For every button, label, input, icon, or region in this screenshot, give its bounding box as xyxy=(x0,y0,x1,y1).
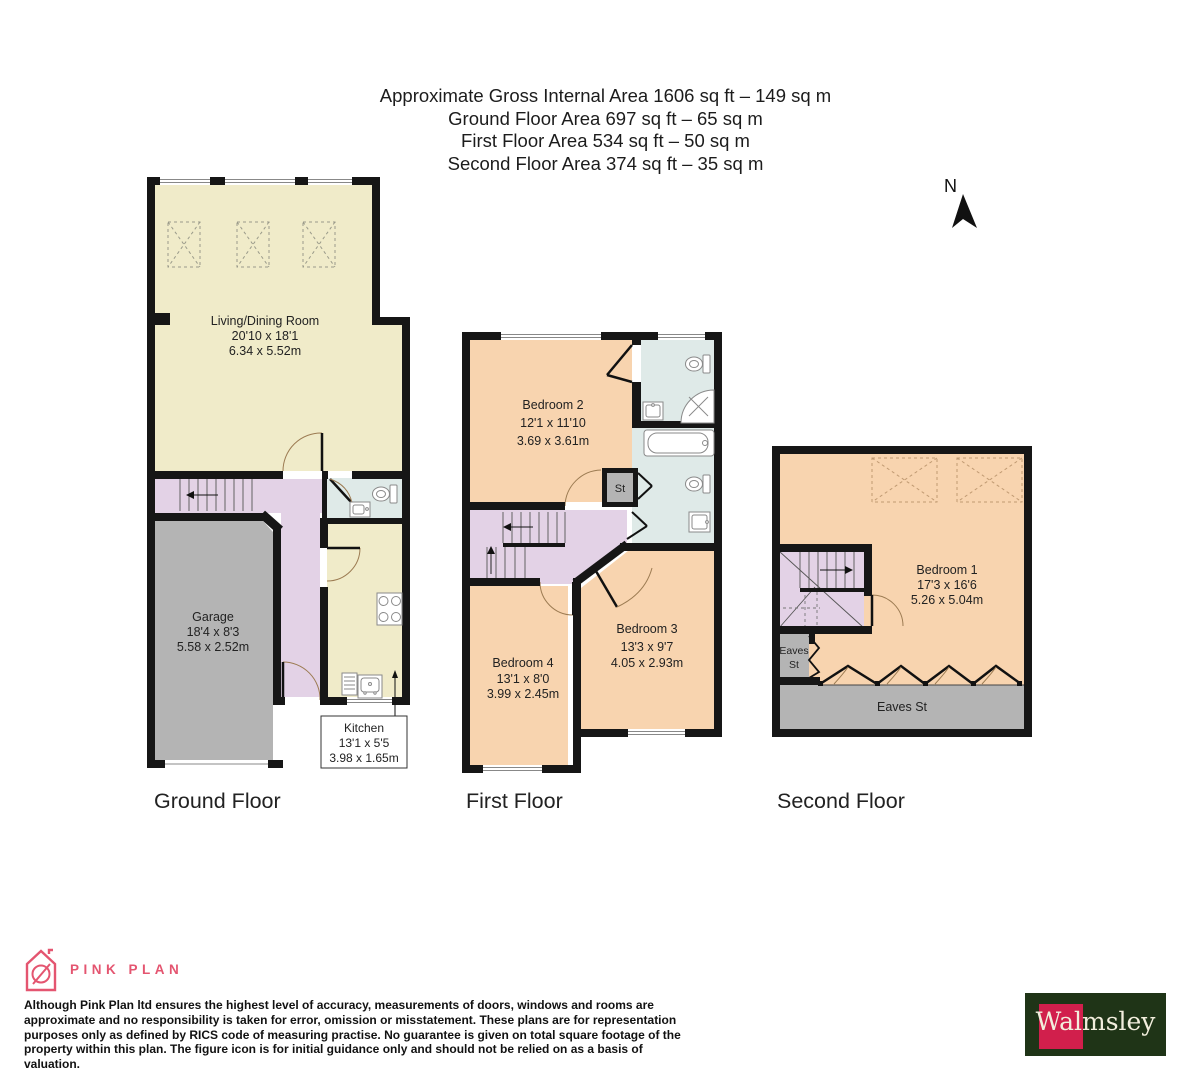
ground-floor-label: Ground Floor xyxy=(154,789,281,813)
disclaimer-line: Although Pink Plan ltd ensures the highest level of accuracy, measurements of doors, windows and rooms are xyxy=(24,998,654,1012)
bedroom3-name: Bedroom 3 xyxy=(616,622,678,636)
walmsley-logo xyxy=(1025,993,1166,1056)
bedroom3-metric: 4.05 x 2.93m xyxy=(610,656,684,670)
bedroom2-metric: 3.69 x 3.61m xyxy=(516,434,590,448)
disclaimer-line: approximate and no responsibility is taken for error, omission or misstatement. These plans are for representation xyxy=(24,1012,677,1027)
first-rooms xyxy=(470,340,714,765)
second-floor-label: Second Floor xyxy=(777,789,905,813)
eaves-bottom-label: Eaves St xyxy=(876,700,928,714)
eaves-small-line2: St xyxy=(789,659,799,671)
kitchen-name: Kitchen xyxy=(343,721,385,735)
pink-plan-house-icon xyxy=(22,946,64,994)
garage-name: Garage xyxy=(192,610,234,624)
bedroom2-name: Bedroom 2 xyxy=(522,398,584,412)
disclaimer xyxy=(24,998,684,1072)
ground-area-line: Ground Floor Area 697 sq ft – 65 sq m xyxy=(448,107,763,129)
second-area-line: Second Floor Area 374 sq ft – 35 sq m xyxy=(447,152,764,174)
bedroom4-imperial: 13'1 x 8'0 xyxy=(496,672,550,686)
bedroom1-imperial: 17'3 x 16'6 xyxy=(917,578,977,592)
disclaimer-line: purposes only as defined by RICS code of measuring practise. No guarantee is given on total square footage of the xyxy=(24,1027,681,1042)
living-name: Living/Dining Room xyxy=(210,314,320,328)
bedroom2-imperial: 12'1 x 11'10 xyxy=(520,416,586,430)
bedroom4-metric: 3.99 x 2.45m xyxy=(486,687,560,701)
ground-floor-plan xyxy=(140,172,420,772)
store-cupboard xyxy=(602,468,638,507)
garage-metric: 5.58 x 2.52m xyxy=(176,640,250,654)
bedroom4-name: Bedroom 4 xyxy=(492,656,554,670)
bedroom1-name: Bedroom 1 xyxy=(916,563,978,577)
second-floor-plan xyxy=(765,440,1045,742)
walmsley-wordmark: Walmsley xyxy=(1035,1007,1156,1036)
north-label: N xyxy=(944,176,957,196)
living-imperial: 20'10 x 18'1 xyxy=(231,329,299,343)
eaves-small-line1: Eaves xyxy=(779,645,809,657)
store-label: St xyxy=(614,483,626,495)
bedroom3-imperial: 13'3 x 9'7 xyxy=(620,640,674,654)
area-summary xyxy=(10,85,1191,175)
gross-area-line: Approximate Gross Internal Area 1606 sq ft – 149 sq m xyxy=(379,85,832,106)
first-area-line: First Floor Area 534 sq ft – 50 sq m xyxy=(461,130,750,152)
disclaimer-line: property within this plan. The figure icon is for initial guidance only and should not be relied on as a basis of valuation. xyxy=(24,1042,643,1072)
kitchen-imperial: 13'1 x 5'5 xyxy=(338,736,390,750)
garage-imperial: 18'4 x 8'3 xyxy=(186,625,240,639)
pink-plan-wordmark: PINK PLAN xyxy=(70,962,184,977)
living-metric: 6.34 x 5.52m xyxy=(228,344,302,358)
first-floor-plan xyxy=(455,326,735,778)
bedroom1-metric: 5.26 x 5.04m xyxy=(910,593,984,607)
kitchen-metric: 3.98 x 1.65m xyxy=(329,751,399,765)
first-floor-label: First Floor xyxy=(466,789,563,813)
pink-plan-brand xyxy=(22,946,64,996)
north-arrow-icon xyxy=(950,194,980,232)
north-indicator xyxy=(938,176,988,236)
